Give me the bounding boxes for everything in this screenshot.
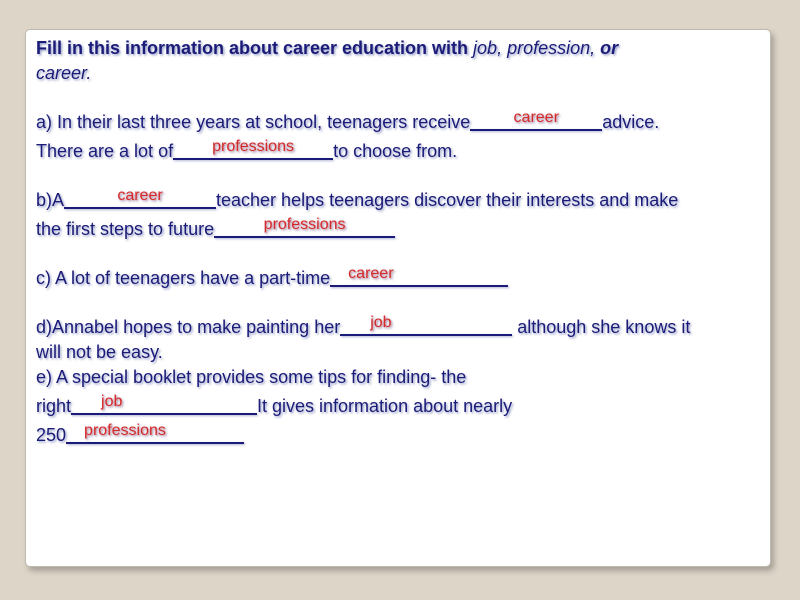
item-e-line-1 xyxy=(36,365,760,390)
text-segment: advice. xyxy=(602,112,660,132)
blank-underline xyxy=(66,422,244,444)
text-segment: 250 xyxy=(36,425,67,445)
text-segment: job, profession, xyxy=(473,38,596,58)
answer-text: job xyxy=(370,314,392,331)
text-segment: b)A xyxy=(36,190,65,210)
blank-underline xyxy=(340,314,512,336)
blank-underline xyxy=(173,138,333,160)
blank-underline xyxy=(71,393,257,415)
answer-text: professions xyxy=(212,138,294,155)
item-d-line-2 xyxy=(36,340,760,365)
text-segment: Fill in this information about career education with xyxy=(36,38,474,58)
answer-text: career xyxy=(348,265,394,282)
title-line-1 xyxy=(36,36,760,61)
text-segment: the first steps to future xyxy=(36,219,215,239)
item-d-line-1 xyxy=(36,311,760,340)
answer-text: professions xyxy=(263,216,346,233)
text-segment: e) A special booklet provides some tips for finding- the xyxy=(36,367,467,387)
blank-underline xyxy=(330,265,508,287)
text-segment: although she knows it xyxy=(512,317,691,337)
line-spacer xyxy=(36,164,760,184)
text-segment: career. xyxy=(36,63,92,83)
line-spacer xyxy=(36,242,760,262)
title-line-2 xyxy=(36,61,760,86)
item-e-line-2 xyxy=(36,390,760,419)
text-segment: teacher helps teenagers discover their interests and make xyxy=(216,190,679,210)
blank-underline xyxy=(470,109,602,131)
item-a-line-1 xyxy=(36,106,760,135)
text-segment: d)Annabel hopes to make painting her xyxy=(36,317,341,337)
answer-text: professions xyxy=(84,422,166,439)
blank-underline xyxy=(214,216,395,238)
text-segment: It gives information about nearly xyxy=(257,396,513,416)
answer-text: job xyxy=(101,393,123,410)
text-segment: c) A lot of teenagers have a part-time xyxy=(36,268,331,288)
blank-underline xyxy=(64,187,216,209)
text-segment: right xyxy=(36,396,72,416)
text-segment: to choose from. xyxy=(333,141,458,161)
line-spacer xyxy=(36,291,760,311)
item-a-line-2 xyxy=(36,135,760,164)
item-e-line-3 xyxy=(36,419,760,448)
line-spacer xyxy=(36,86,760,106)
text-segment: or xyxy=(595,38,619,58)
answer-text: career xyxy=(117,187,163,204)
item-c-line-1 xyxy=(36,262,760,291)
exercise-slide-card xyxy=(25,29,771,567)
item-b-line-1 xyxy=(36,184,760,213)
item-b-line-2 xyxy=(36,213,760,242)
text-segment: will not be easy. xyxy=(36,342,163,362)
answer-text: career xyxy=(513,109,559,126)
text-segment: a) In their last three years at school, teenagers receive xyxy=(36,112,471,132)
text-segment: There are a lot of xyxy=(36,141,174,161)
